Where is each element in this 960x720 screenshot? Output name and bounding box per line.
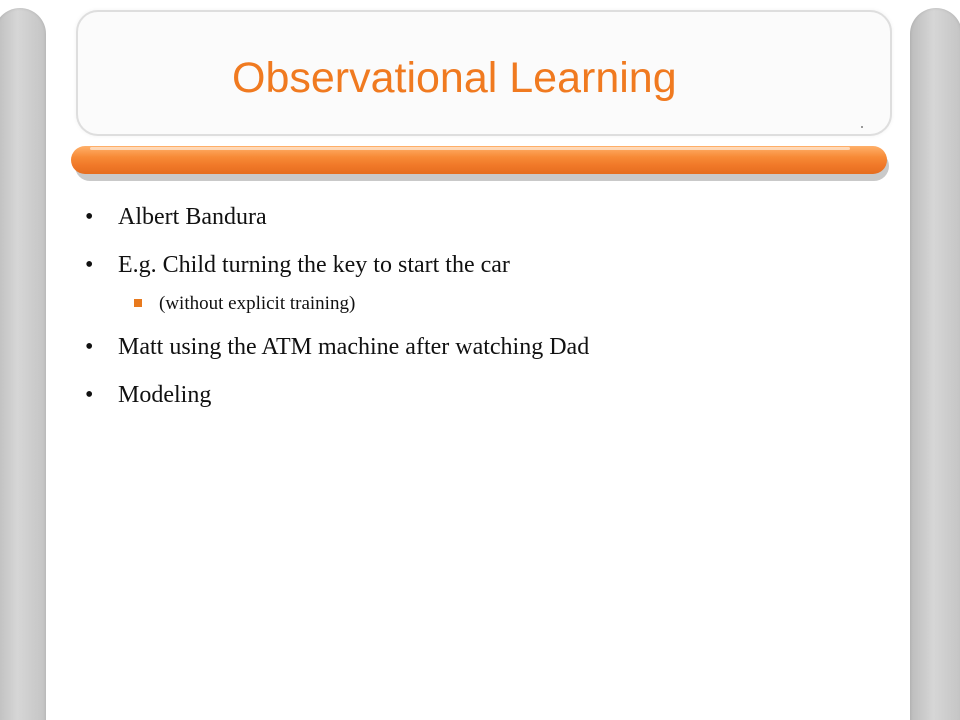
bullet-text: Albert Bandura: [118, 204, 267, 230]
bullet-dot-icon: •: [85, 204, 94, 230]
bullet-dot-icon: •: [85, 382, 94, 408]
bullet-dot-icon: •: [85, 252, 94, 278]
bullet-text: E.g. Child turning the key to start the car: [118, 252, 510, 278]
square-bullet-icon: [134, 299, 142, 307]
bullet-text: Modeling: [118, 382, 212, 408]
bullet-dot-icon: •: [85, 334, 94, 360]
bullet-text: Matt using the ATM machine after watching Dad: [118, 334, 590, 360]
bullet-text: (without explicit training): [159, 293, 356, 314]
slide-title: Observational Learning: [232, 54, 677, 102]
